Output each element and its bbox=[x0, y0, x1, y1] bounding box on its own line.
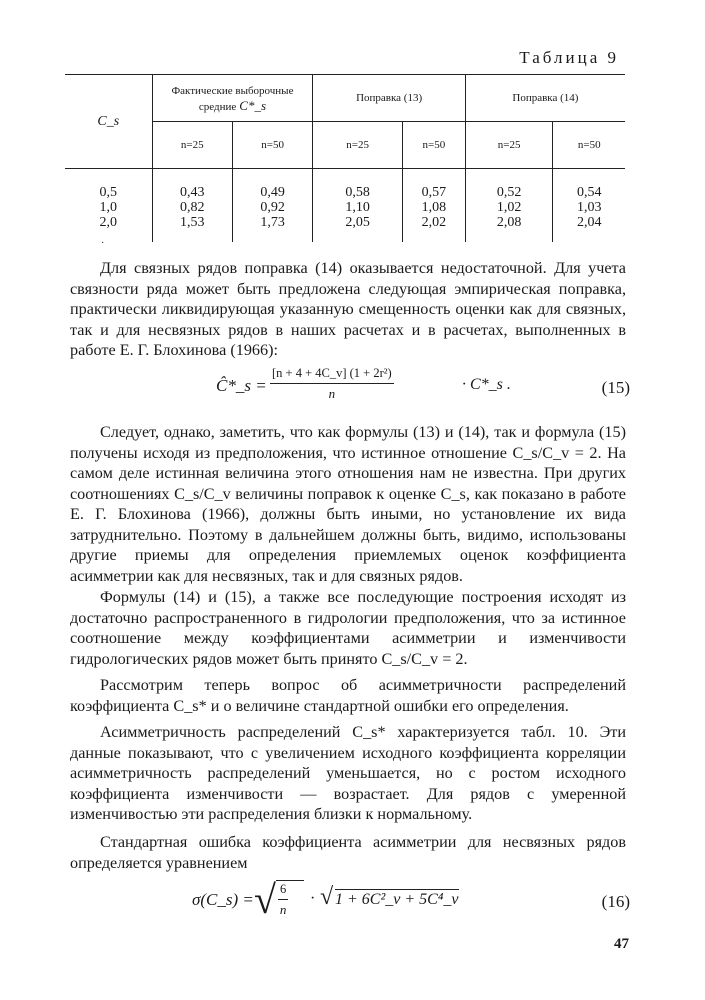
formula-16-denominator: n bbox=[279, 902, 287, 917]
table-cell: 0,54 bbox=[553, 169, 625, 201]
table-cell: 1,02 bbox=[465, 200, 553, 215]
formula-15-tail: · C*_s . bbox=[462, 376, 511, 393]
group-header-corr13: Поправка (13) bbox=[313, 75, 466, 122]
table-cell: 2,02 bbox=[402, 215, 465, 242]
table-cell: 0,43 bbox=[152, 169, 232, 201]
formula-16-numerator: 6 bbox=[278, 882, 288, 900]
formula-16-fraction bbox=[278, 882, 288, 918]
table-row bbox=[65, 200, 625, 215]
group-header-corr14: Поправка (14) bbox=[465, 75, 625, 122]
page-number: 47 bbox=[614, 936, 629, 952]
subheader-n50: n=50 bbox=[402, 122, 465, 169]
subheader-n25: n=25 bbox=[313, 122, 403, 169]
table-row bbox=[65, 215, 625, 242]
paragraph-4: Рассмотрим теперь вопрос об асимметричности распределений коэффициента C_s* и о величине стандартной ошибки его определения. bbox=[70, 676, 626, 715]
formula-15-fraction bbox=[270, 366, 394, 402]
cs-header: C_s bbox=[65, 75, 152, 169]
paragraph-2: Следует, однако, заметить, что как формулы (13) и (14), так и формула (15) получены исходя из предположения, что истинное отношение C_s/C_v = 2. На самом деле истинная величина этого отношения нам не известна. При других соотношениях C_s/C_v величины поправок к оценке C_s, как показано в работе Е. Г. Блохинова (1966), должны быть иными, но установление их вида затруднительно. Поэтому в дальнейшем должны быть, видимо, использованы другие приемы для определения приемлемых оценок коэффициента асимметрии как для несвязных, так и для связных рядов. bbox=[70, 423, 626, 585]
table-cell: 1,53 bbox=[152, 215, 232, 242]
table-cell: 0,92 bbox=[232, 200, 312, 215]
table-cell: 1,73 bbox=[232, 215, 312, 242]
data-table bbox=[65, 74, 625, 242]
formula-15-numerator: [n + 4 + 4C_v] (1 + 2r²) bbox=[270, 366, 394, 384]
subheader-n25: n=25 bbox=[152, 122, 232, 169]
table-cell: 0,49 bbox=[232, 169, 312, 201]
formula-15 bbox=[70, 366, 630, 416]
formula-16-lhs: σ(C_s) = bbox=[192, 890, 254, 909]
table-cell: 2,0 bbox=[99, 215, 118, 230]
paragraph-6: Стандартная ошибка коэффициента асимметрии для несвязных рядов определяется уравнением bbox=[70, 833, 626, 872]
table-cell: 2,04 bbox=[553, 215, 625, 242]
formula-16-number: (16) bbox=[601, 892, 630, 911]
formula-15-denominator: n bbox=[328, 386, 336, 401]
formula-16 bbox=[70, 874, 630, 930]
formula-15-lhs: Ĉ*_s = bbox=[216, 376, 267, 395]
dot-operator: · bbox=[310, 890, 316, 907]
table-cell: 2,05 bbox=[313, 215, 403, 242]
table-title: Таблица 9 bbox=[519, 48, 619, 67]
table-cell: 1,03 bbox=[553, 200, 625, 215]
table-cell: 0,57 bbox=[402, 169, 465, 201]
group-header-actual: Фактические выборочные средние C*_s bbox=[152, 75, 313, 122]
sqrt-bar bbox=[276, 880, 304, 881]
formula-15-number: (15) bbox=[601, 378, 630, 397]
sqrt-sign: √ bbox=[320, 884, 334, 910]
table-cell: 1,10 bbox=[313, 200, 403, 215]
subheader-n25: n=25 bbox=[465, 122, 553, 169]
table-cell: 0,52 bbox=[465, 169, 553, 201]
paragraph-5: Асимметричность распределений C_s* характеризуется табл. 10. Эти данные показывают, что с увеличением исходного коэффициента корреляции асимметричность распределений уменьшается, но с ростом исходного коэффициента изменчивости — возрастает. Для рядов с умеренной изменчивостью эти распределения близки к нормальному. bbox=[70, 723, 626, 823]
table-cell: 0,5 bbox=[99, 185, 118, 200]
table-row bbox=[65, 169, 625, 201]
formula-16-radicand: 1 + 6C²_v + 5C⁴_v bbox=[335, 891, 459, 908]
subheader-n50: n=50 bbox=[553, 122, 625, 169]
paragraph-3: Формулы (14) и (15), а также все последующие построения исходят из достаточно распространенного в гидрологии предположения, что за истинное соотношение между коэффициентами асимметрии и изменчивости гидрологических рядов может быть принято C_s/C_v = 2. bbox=[70, 588, 626, 668]
table-cell: 0,82 bbox=[152, 200, 232, 215]
table-cell: 0,58 bbox=[313, 169, 403, 201]
table-cell: 2,08 bbox=[465, 215, 553, 242]
sqrt-sign: √ bbox=[254, 877, 276, 922]
paragraph-1: Для связных рядов поправка (14) оказывается недостаточной. Для учета связности ряда может быть предложена следующая эмпирическая поправка, практически ликвидирующая указанную смещенность оценки как для связных, так и для несвязных рядов в наших расчетах и в расчетах, выполненных в работе Е. Г. Блохинова (1966): bbox=[70, 259, 626, 359]
table-cell: 1,0 bbox=[99, 200, 118, 215]
table-cell: 1,08 bbox=[402, 200, 465, 215]
print-speck: · bbox=[101, 238, 105, 249]
subheader-n50: n=50 bbox=[232, 122, 312, 169]
